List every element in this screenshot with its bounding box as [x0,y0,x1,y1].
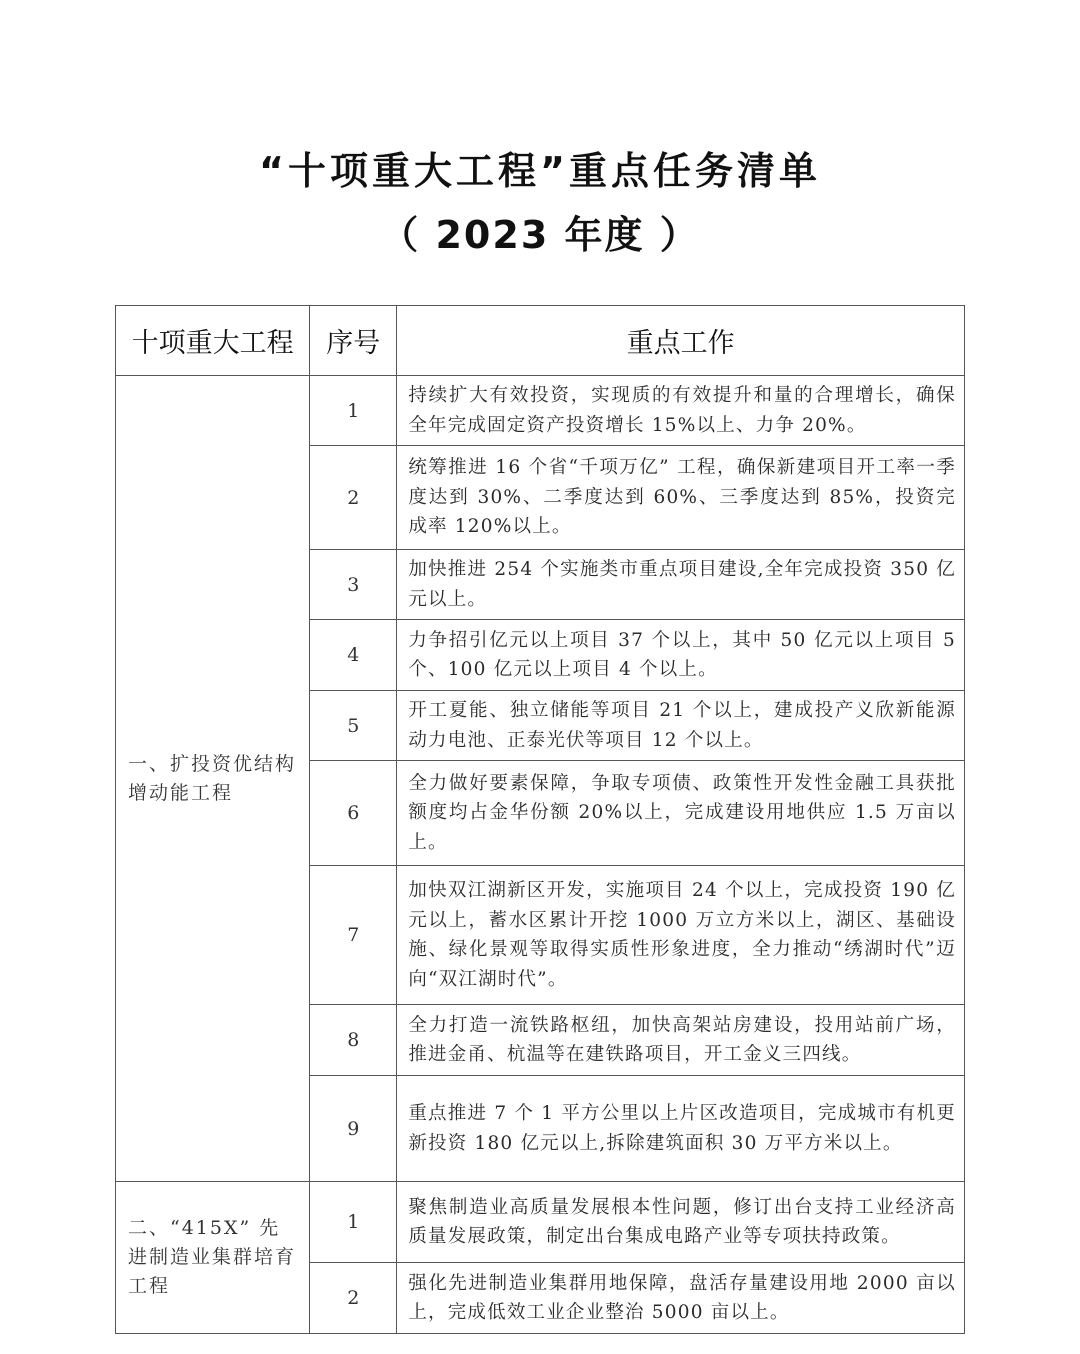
row-number: 1 [310,1182,397,1263]
row-work: 聚焦制造业高质量发展根本性问题，修订出台支持工业经济高质量发展政策，制定出台集成电路产业等专项扶持政策。 [397,1182,965,1263]
row-number: 3 [310,550,397,620]
header-number: 序号 [310,306,397,376]
row-number: 8 [310,1005,397,1076]
task-table [115,305,965,1334]
row-work: 全力打造一流铁路枢纽，加快高架站房建设，投用站前广场，推进金甬、杭温等在建铁路项目，开工金义三四线。 [397,1005,965,1076]
header-key-work: 重点工作 [397,306,965,376]
row-work: 重点推进 7 个 1 平方公里以上片区改造项目，完成城市有机更新投资 180 亿元以上,拆除建筑面积 30 万平方米以上。 [397,1076,965,1182]
group-name: 一、扩投资优结构增动能工程 [116,376,310,1182]
table-row [116,376,965,446]
row-number: 2 [310,446,397,550]
row-work: 持续扩大有效投资，实现质的有效提升和量的合理增长，确保全年完成固定资产投资增长 15%以上、力争 20%。 [397,376,965,446]
row-work: 强化先进制造业集群用地保障，盘活存量建设用地 2000 亩以上，完成低效工业企业整治 5000 亩以上。 [397,1263,965,1334]
table-row [116,1182,965,1263]
row-number: 6 [310,761,397,866]
row-number: 9 [310,1076,397,1182]
group-name: 二、“415X” 先进制造业集群培育工程 [116,1182,310,1334]
row-work: 力争招引亿元以上项目 37 个以上，其中 50 亿元以上项目 5 个、100 亿元以上项目 4 个以上。 [397,620,965,691]
row-number: 4 [310,620,397,691]
document-subtitle: （ 2023 年度 ） [380,213,700,257]
row-number: 7 [310,866,397,1005]
row-work: 全力做好要素保障，争取专项债、政策性开发性金融工具获批额度均占金华份额 20%以上，完成建设用地供应 1.5 万亩以上。 [397,761,965,866]
row-work: 加快推进 254 个实施类市重点项目建设,全年完成投资 350 亿元以上。 [397,550,965,620]
document-title: “十项重大工程”重点任务清单 [259,149,821,193]
row-number: 2 [310,1263,397,1334]
table-header-row [116,306,965,376]
header-project: 十项重大工程 [116,306,310,376]
row-number: 1 [310,376,397,446]
row-work: 统筹推进 16 个省“千项万亿” 工程，确保新建项目开工率一季度达到 30%、二季度达到 60%、三季度达到 85%，投资完成率 120%以上。 [397,446,965,550]
row-work: 加快双江湖新区开发，实施项目 24 个以上，完成投资 190 亿元以上，蓄水区累计开挖 1000 万立方米以上，湖区、基础设施、绿化景观等取得实质性形象进度，全力推动“绣湖时代”迈向“双江湖时代”。 [397,866,965,1005]
row-work: 开工夏能、独立储能等项目 21 个以上，建成投产义欣新能源动力电池、正泰光伏等项目 12 个以上。 [397,691,965,761]
row-number: 5 [310,691,397,761]
